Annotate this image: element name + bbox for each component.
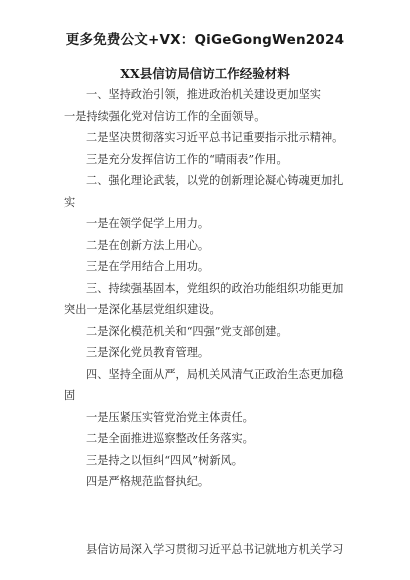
paragraph: 三是深化党员教育管理。 [86,346,210,359]
section-heading-1: 一、坚持政治引领，推进政治机关建设更加坚实 [86,88,321,101]
section-heading-2: 二、强化理论武装，以党的创新理论凝心铸魂更加扎实 [64,174,344,209]
section-heading-4: 四、坚持全面从严，局机关风清气正政治生态更加稳固 [64,367,344,402]
paragraph: 一是在领学促学上用力。 [86,217,210,230]
paragraph: 一是持续强化党对信访工作的全面领导。 [64,109,266,123]
paragraph: 三是持之以恒纠“四风”树新风。 [86,453,243,467]
document-title: XX县信访局信访工作经验材料 [120,66,290,81]
footer-text: 县信访局深入学习贯彻习近平总书记就地方机关学习 [86,543,344,556]
paragraph: 三是充分发挥信访工作的“晴雨表”作用。 [86,152,288,166]
promo-header: 更多免费公文+VX：QiGeGongWen2024 [65,32,345,48]
paragraph: 三是在学用结合上用功。 [86,260,210,273]
document-body [64,84,354,493]
paragraph: 二是深化模范机关和“四强”党支部创建。 [86,324,288,338]
paragraph: 二是坚决贯彻落实习近平总书记重要指示批示精神。 [86,131,344,144]
paragraph: 一是压紧压实管党治党主体责任。 [86,410,254,424]
paragraph: 四是严格规范监督执纪。 [86,475,210,488]
paragraph: 二是全面推进巡察整改任务落实。 [86,432,254,445]
paragraph: 二是在创新方法上用心。 [86,238,210,252]
section-heading-3: 三、持续强基固本，党组织的政治功能组织功能更加突出一是深化基层党组织建设。 [64,281,344,316]
